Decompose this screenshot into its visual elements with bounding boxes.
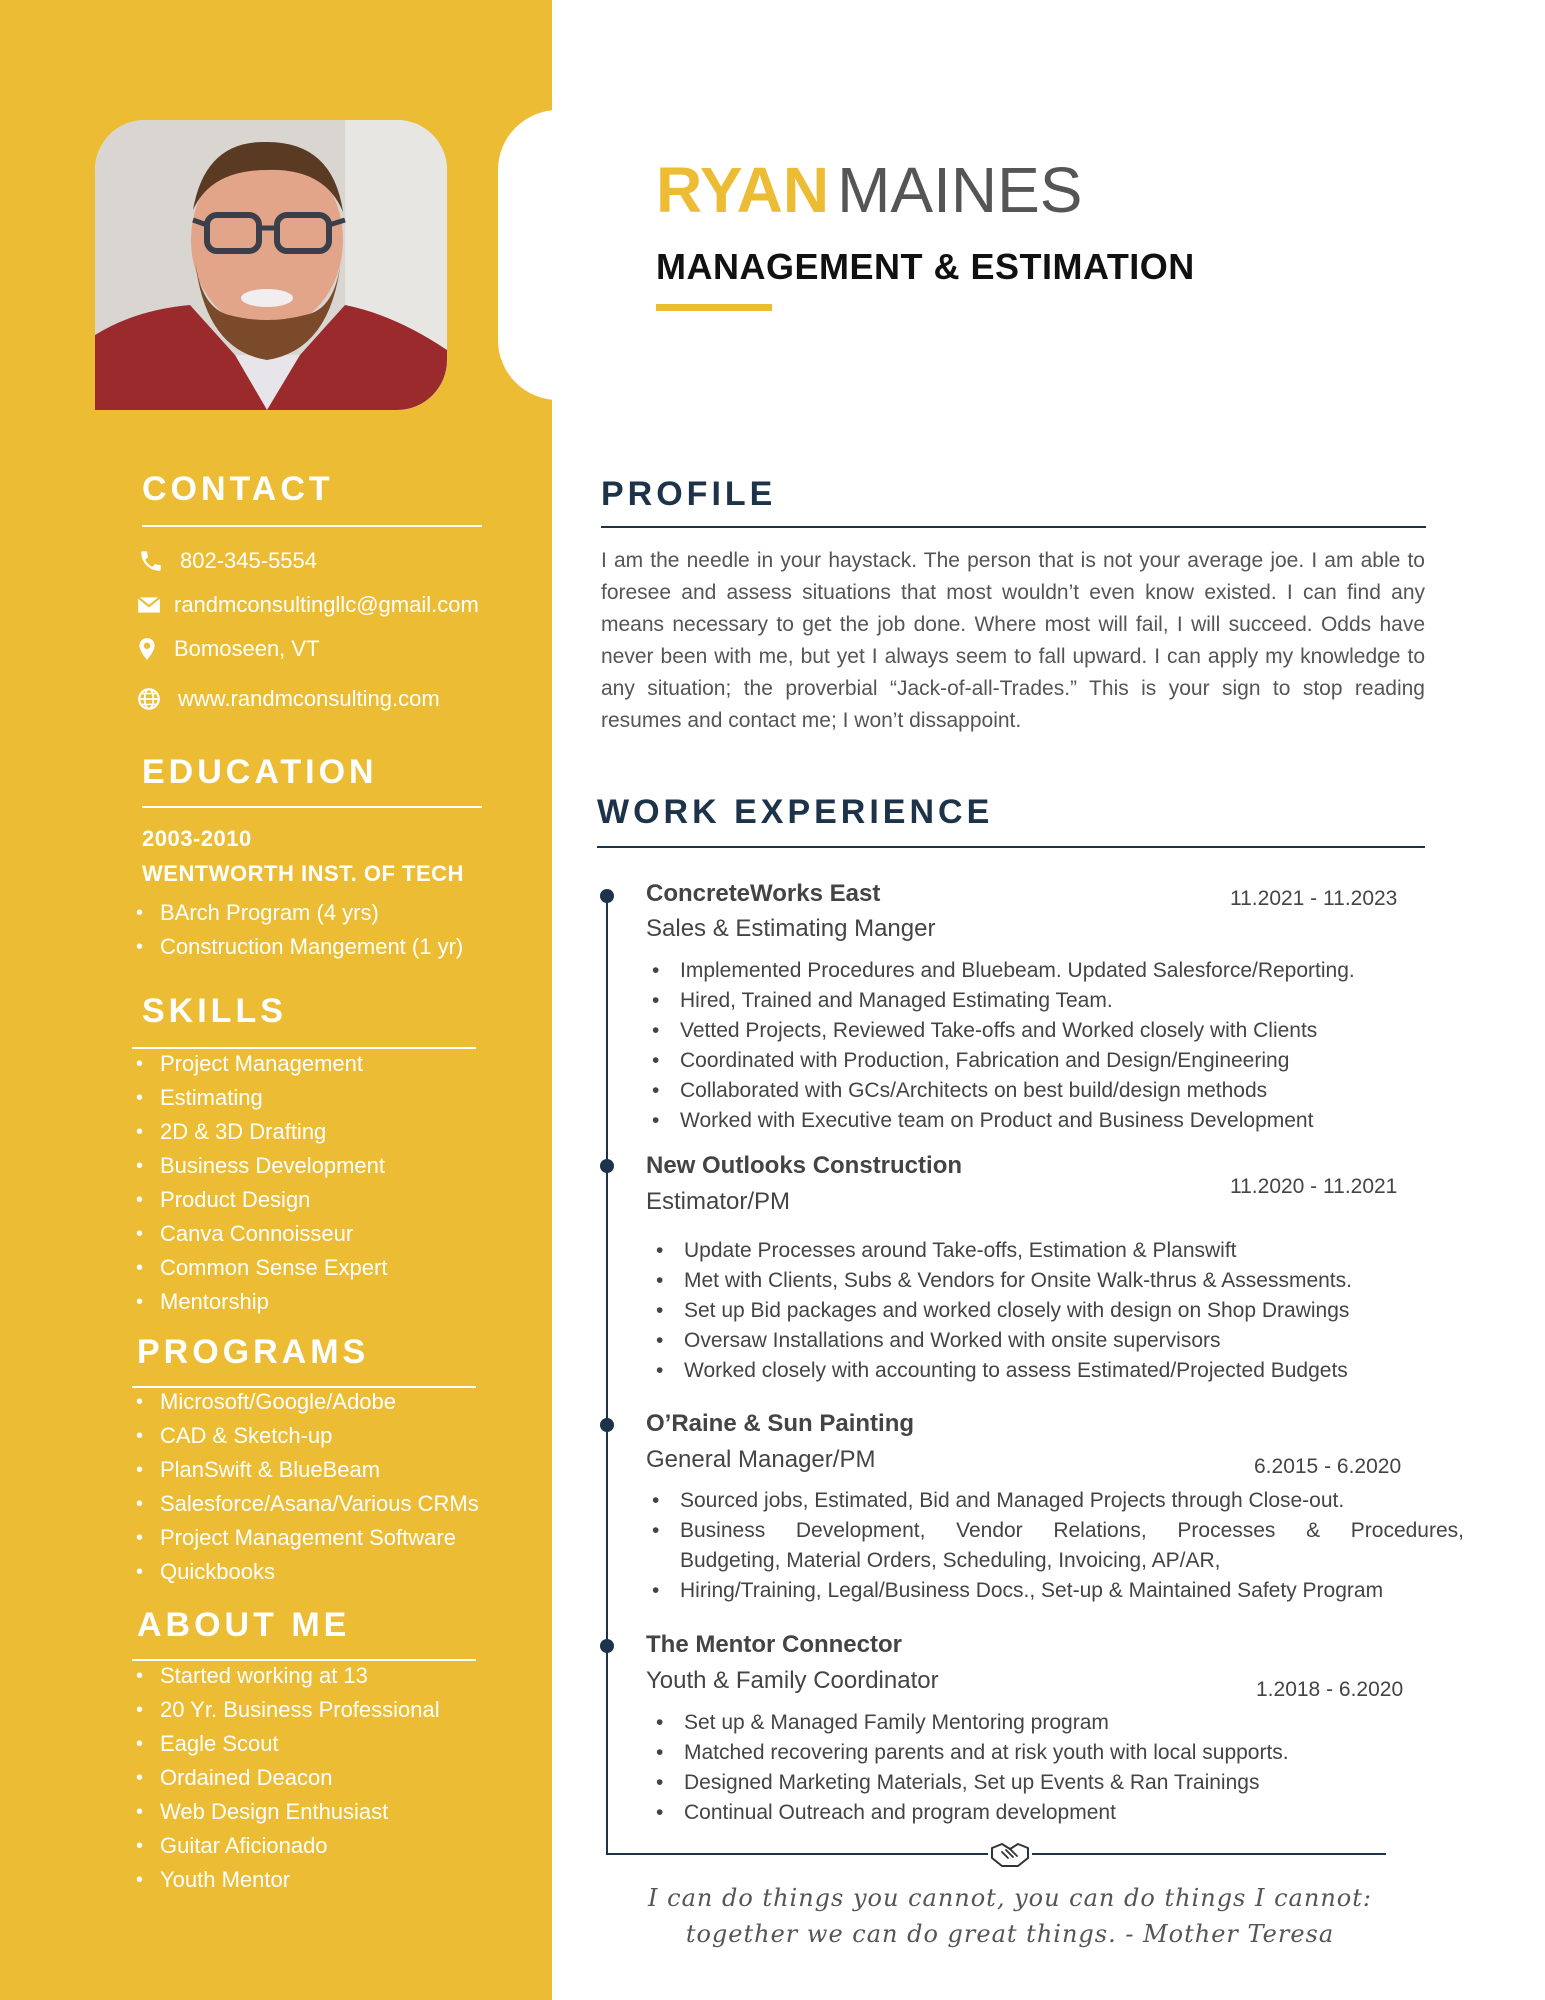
education-list	[132, 896, 463, 964]
list-item: • Update Processes around Take-offs, Estimation & Planswift	[652, 1236, 1432, 1266]
job-company: O’Raine & Sun Painting	[646, 1410, 915, 1437]
list-item: • CAD & Sketch-up	[132, 1419, 479, 1453]
last-name: MAINES	[837, 154, 1083, 226]
list-item: • Business Development	[132, 1149, 387, 1183]
programs-title: PROGRAMS	[137, 1333, 370, 1371]
job-dates: 11.2020 - 11.2021	[1230, 1175, 1398, 1198]
job-dates: 11.2021 - 11.2023	[1230, 887, 1398, 910]
list-item: • Product Design	[132, 1183, 387, 1217]
list-item: • Eagle Scout	[132, 1727, 440, 1761]
globe-icon	[136, 686, 162, 712]
list-item: • Web Design Enthusiast	[132, 1795, 440, 1829]
role-underline	[656, 304, 772, 311]
list-item: • 20 Yr. Business Professional	[132, 1693, 440, 1727]
timeline-dot	[600, 889, 614, 903]
list-item: • Vetted Projects, Reviewed Take-offs and Worked closely with Clients	[648, 1016, 1428, 1046]
job-bullets	[652, 1236, 1432, 1386]
contact-location	[134, 636, 320, 662]
list-item: • Ordained Deacon	[132, 1761, 440, 1795]
list-item: • Oversaw Installations and Worked with onsite supervisors	[652, 1326, 1432, 1356]
profile-title: PROFILE	[601, 475, 777, 513]
education-title: EDUCATION	[142, 753, 378, 791]
list-item: • Construction Mangement (1 yr)	[132, 930, 463, 964]
phone-icon	[138, 548, 164, 574]
quote-line-2: together we can do great things. - Mother Teresa	[685, 1920, 1335, 1948]
location-pin-icon	[134, 636, 160, 662]
list-item: • Matched recovering parents and at risk youth with local supports.	[652, 1738, 1432, 1768]
phone-text: 802-345-5554	[180, 548, 318, 573]
list-item: • Microsoft/Google/Adobe	[132, 1385, 479, 1419]
about-title: ABOUT ME	[137, 1606, 351, 1644]
list-item: • Set up & Managed Family Mentoring program	[652, 1708, 1432, 1738]
full-name	[656, 154, 1083, 226]
profile-rule	[601, 526, 1426, 528]
job-bullets	[648, 956, 1428, 1136]
quote-line-1: I can do things you cannot, you can do things I cannot:	[648, 1884, 1372, 1912]
quote	[600, 1880, 1420, 1952]
list-item: • Mentorship	[132, 1285, 387, 1319]
list-item: • Salesforce/Asana/Various CRMs	[132, 1487, 479, 1521]
list-item: • Started working at 13	[132, 1659, 440, 1693]
list-item: • Implemented Procedures and Bluebeam. Updated Salesforce/Reporting.	[648, 956, 1428, 986]
job-bullets	[648, 1486, 1464, 1606]
list-item: • PlanSwift & BlueBeam	[132, 1453, 479, 1487]
list-item: • Quickbooks	[132, 1555, 479, 1589]
job-company: ConcreteWorks East	[646, 880, 881, 907]
profile-photo	[95, 120, 447, 410]
list-item: • Worked closely with accounting to assess Estimated/Projected Budgets	[652, 1356, 1432, 1386]
list-item: • Canva Connoisseur	[132, 1217, 387, 1251]
list-item: • Project Management Software	[132, 1521, 479, 1555]
list-item: • Worked with Executive team on Product and Business Development	[648, 1106, 1428, 1136]
list-item: • Continual Outreach and program development	[652, 1798, 1432, 1828]
list-item: • Met with Clients, Subs & Vendors for Onsite Walk-thrus & Assessments.	[652, 1266, 1432, 1296]
skills-list	[132, 1047, 387, 1319]
job-role: Estimator/PM	[646, 1188, 791, 1215]
job-company: The Mentor Connector	[646, 1631, 902, 1658]
list-item: • Set up Bid packages and worked closely with design on Shop Drawings	[652, 1296, 1432, 1326]
timeline-line	[606, 895, 608, 1855]
list-item: • BArch Program (4 yrs)	[132, 896, 463, 930]
list-item: • Business Development, Vendor Relations, Processes & Procedures,	[648, 1516, 1464, 1546]
job-role: Youth & Family Coordinator	[646, 1667, 939, 1694]
email-text: randmconsultingllc@gmail.com	[174, 592, 479, 617]
email-icon	[136, 592, 162, 618]
list-item: • 2D & 3D Drafting	[132, 1115, 387, 1149]
programs-list	[132, 1385, 479, 1589]
list-item: • Collaborated with GCs/Architects on best build/design methods	[648, 1076, 1428, 1106]
work-title: WORK EXPERIENCE	[597, 793, 994, 831]
list-item: • Estimating	[132, 1081, 387, 1115]
list-item: • Sourced jobs, Estimated, Bid and Managed Projects through Close-out.	[648, 1486, 1464, 1516]
timeline-dot	[600, 1159, 614, 1173]
list-item: • Hired, Trained and Managed Estimating Team.	[648, 986, 1428, 1016]
location-text: Bomoseen, VT	[174, 636, 320, 661]
job-dates: 6.2015 - 6.2020	[1254, 1455, 1402, 1478]
list-item: • Hiring/Training, Legal/Business Docs., Set-up & Maintained Safety Program	[648, 1576, 1464, 1606]
contact-phone[interactable]	[138, 548, 317, 574]
first-name: RYAN	[656, 154, 830, 226]
list-item-continuation: Budgeting, Material Orders, Scheduling, Invoicing, AP/AR,	[680, 1549, 1221, 1572]
job-role: General Manager/PM	[646, 1446, 876, 1473]
list-item: • Coordinated with Production, Fabrication and Design/Engineering	[648, 1046, 1428, 1076]
job-bullets	[652, 1708, 1432, 1828]
list-item: • Common Sense Expert	[132, 1251, 387, 1285]
handshake-icon	[988, 1840, 1032, 1870]
portrait-image	[95, 120, 447, 410]
list-item: • Designed Marketing Materials, Set up Events & Ran Trainings	[652, 1768, 1432, 1798]
contact-rule	[142, 525, 482, 527]
list-item: • Project Management	[132, 1047, 387, 1081]
contact-website[interactable]	[136, 686, 440, 712]
website-text: www.randmconsulting.com	[178, 686, 440, 711]
job-role: Sales & Estimating Manger	[646, 915, 936, 942]
education-rule	[142, 806, 482, 808]
education-years: 2003-2010	[142, 826, 252, 851]
header-tab-decoration	[498, 110, 618, 400]
role-title: MANAGEMENT & ESTIMATION	[656, 246, 1195, 287]
contact-title: CONTACT	[142, 470, 334, 508]
education-school: WENTWORTH INST. OF TECH	[142, 861, 464, 886]
work-rule	[597, 846, 1425, 848]
timeline-dot	[600, 1639, 614, 1653]
job-dates: 1.2018 - 6.2020	[1256, 1678, 1404, 1701]
job-company: New Outlooks Construction	[646, 1152, 963, 1179]
profile-text: I am the needle in your haystack. The person that is not your average joe. I am able to foresee and assess situations that most wouldn’t even know existed. I can find any means necessary to get the job done. Where most will fail, I will succeed. Odds have never been with me, but yet I always seem to fall upward. I can apply my knowledge to any situation; the proverbial “Jack-of-all-Trades.” This is your sign to stop reading resumes and contact me; I won’t dissappoint.	[601, 549, 1425, 732]
about-list	[132, 1659, 440, 1897]
list-item: • Guitar Aficionado	[132, 1829, 440, 1863]
contact-email[interactable]	[136, 592, 479, 618]
list-item: • Youth Mentor	[132, 1863, 440, 1897]
timeline-dot	[600, 1418, 614, 1432]
skills-title: SKILLS	[142, 992, 287, 1030]
